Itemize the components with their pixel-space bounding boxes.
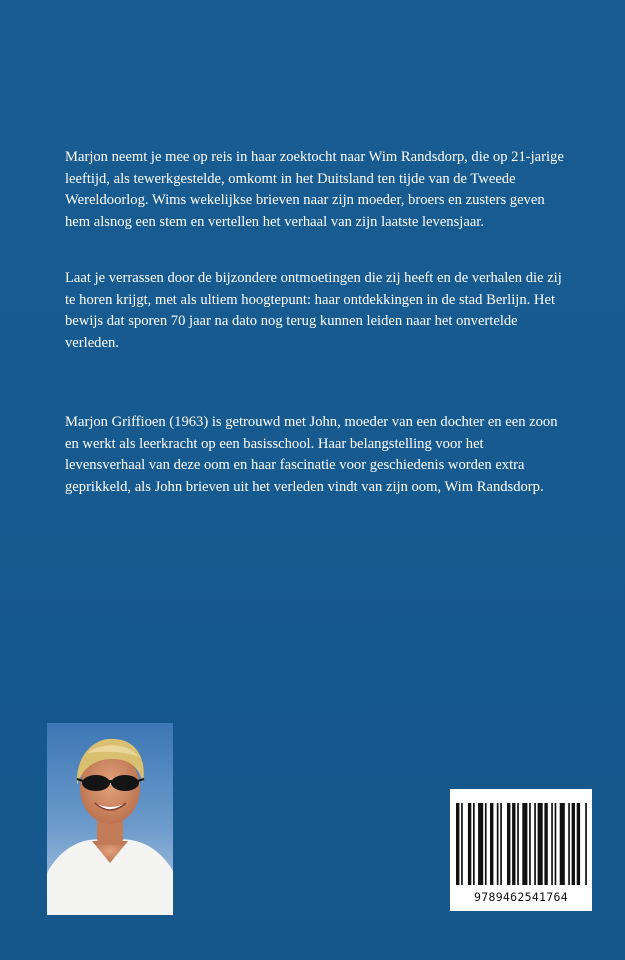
barcode-bar <box>461 803 463 885</box>
barcode-bar <box>522 803 527 885</box>
barcode-bar <box>572 803 575 885</box>
barcode-bar <box>551 803 553 885</box>
author-photo <box>47 723 173 915</box>
barcode-bar <box>517 803 519 885</box>
barcode-bar <box>534 803 536 885</box>
barcode-bar <box>497 803 499 885</box>
barcode-bar <box>507 803 510 885</box>
barcode-bar <box>555 803 557 885</box>
blurb-text-1: Marjon neemt je mee op reis in haar zoektocht naar Wim Randsdorp, die op 21-jarige leeftijd, als tewerkgestelde, omkomt in het Duitsland ten tijde van de Tweede Wereldoorlog. Wims wekelijkse brieven naar zijn moeder, broers en zusters geven hem alsnog een stem en vertellen het verhaal van zijn laatste levensjaar. <box>65 149 564 230</box>
barcode-bar <box>568 803 570 885</box>
barcode-bar <box>500 803 502 885</box>
blurb-paragraph-2 <box>65 268 565 354</box>
barcode-bar <box>529 803 531 885</box>
barcode-bar <box>512 803 515 885</box>
isbn-number: 9789462541764 <box>474 890 568 904</box>
isbn-barcode <box>450 789 592 911</box>
barcode-bar <box>544 803 547 885</box>
barcode-bar <box>473 803 475 885</box>
blurb-paragraph-1 <box>65 147 565 233</box>
barcode-bar <box>468 803 471 885</box>
author-bio-paragraph <box>65 412 565 498</box>
author-bio-text: Marjon Griffioen (1963) is getrouwd met John, moeder van een dochter en een zoon en werkt als leerkracht op een basisschool. Haar belangstelling voor het levensverhaal van deze oom en haar fascinatie voor geschiedenis worden extra geprikkeld, als John brieven uit het verleden vindt van zijn oom, Wim Randsdorp. <box>65 414 558 495</box>
barcode-bar <box>538 803 543 885</box>
barcode-bar <box>456 803 459 885</box>
barcode-bar <box>478 803 483 885</box>
barcode-bar <box>490 803 493 885</box>
barcode-bar <box>560 803 565 885</box>
barcode-bar <box>585 803 587 885</box>
blurb-text-2: Laat je verrassen door de bijzondere ontmoetingen die zij heeft en de verhalen die zij te horen krijgt, met als ultiem hoogtepunt: haar ontdekkingen in de stad Berlijn. Het bewijs dat sporen 70 jaar na dato nog terug kunnen leiden naar het onvertelde verleden. <box>65 270 562 351</box>
barcode-bar <box>577 803 580 885</box>
barcode-bar <box>485 803 487 885</box>
